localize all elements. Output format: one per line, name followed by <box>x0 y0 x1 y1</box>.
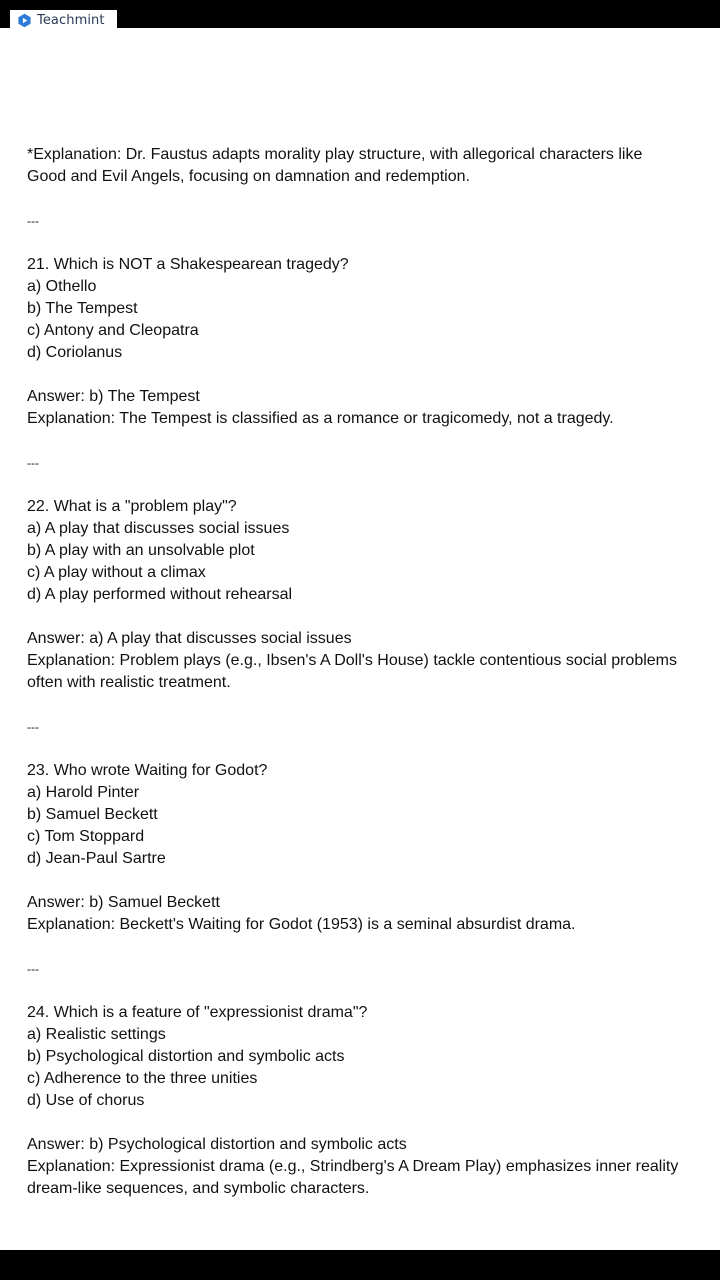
question-text: 22. What is a "problem play"? <box>27 498 237 515</box>
separator: --- <box>27 456 39 470</box>
intro-explanation-line: Good and Evil Angels, focusing on damnation and redemption. <box>27 168 470 185</box>
question-text: 21. Which is NOT a Shakespearean tragedy? <box>27 256 349 273</box>
answer-text: Answer: b) Samuel Beckett <box>27 894 220 911</box>
explanation-text: Explanation: Problem plays (e.g., Ibsen's A Doll's House) tackle contentious social problems <box>27 652 677 669</box>
option: d) Jean-Paul Sartre <box>27 850 166 867</box>
bottom-bar <box>0 1250 720 1280</box>
answer-text: Answer: a) A play that discusses social issues <box>27 630 352 647</box>
option: c) Tom Stoppard <box>27 828 145 845</box>
option: c) A play without a climax <box>27 564 206 581</box>
explanation-text: dream-like sequences, and symbolic characters. <box>27 1180 370 1197</box>
quiz-content <box>27 144 720 1200</box>
option: c) Antony and Cleopatra <box>27 322 199 339</box>
option: b) A play with an unsolvable plot <box>27 542 255 559</box>
option: d) Coriolanus <box>27 344 123 361</box>
option: b) The Tempest <box>27 300 138 317</box>
separator: --- <box>27 962 39 976</box>
option: a) Realistic settings <box>27 1026 166 1043</box>
brand-logo[interactable] <box>10 10 117 30</box>
question-text: 24. Which is a feature of "expressionist drama"? <box>27 1004 368 1021</box>
separator: --- <box>27 720 39 734</box>
explanation-text: Explanation: Expressionist drama (e.g., Strindberg's A Dream Play) emphasizes inner reality <box>27 1158 679 1175</box>
option: d) Use of chorus <box>27 1092 145 1109</box>
option: a) Othello <box>27 278 97 295</box>
option: c) Adherence to the three unities <box>27 1070 258 1087</box>
option: a) Harold Pinter <box>27 784 140 801</box>
intro-explanation-line: *Explanation: Dr. Faustus adapts morality play structure, with allegorical characters like <box>27 146 643 163</box>
option: a) A play that discusses social issues <box>27 520 290 537</box>
answer-text: Answer: b) Psychological distortion and symbolic acts <box>27 1136 407 1153</box>
answer-text: Answer: b) The Tempest <box>27 388 200 405</box>
play-badge-icon <box>17 13 32 28</box>
option: d) A play performed without rehearsal <box>27 586 293 603</box>
option: b) Samuel Beckett <box>27 806 158 823</box>
option: b) Psychological distortion and symbolic acts <box>27 1048 345 1065</box>
explanation-text: Explanation: Beckett's Waiting for Godot (1953) is a seminal absurdist drama. <box>27 916 576 933</box>
explanation-text: often with realistic treatment. <box>27 674 231 691</box>
explanation-text: Explanation: The Tempest is classified as a romance or tragicomedy, not a tragedy. <box>27 410 614 427</box>
separator: --- <box>27 214 39 228</box>
brand-name: Teachmint <box>37 12 105 28</box>
question-text: 23. Who wrote Waiting for Godot? <box>27 762 268 779</box>
